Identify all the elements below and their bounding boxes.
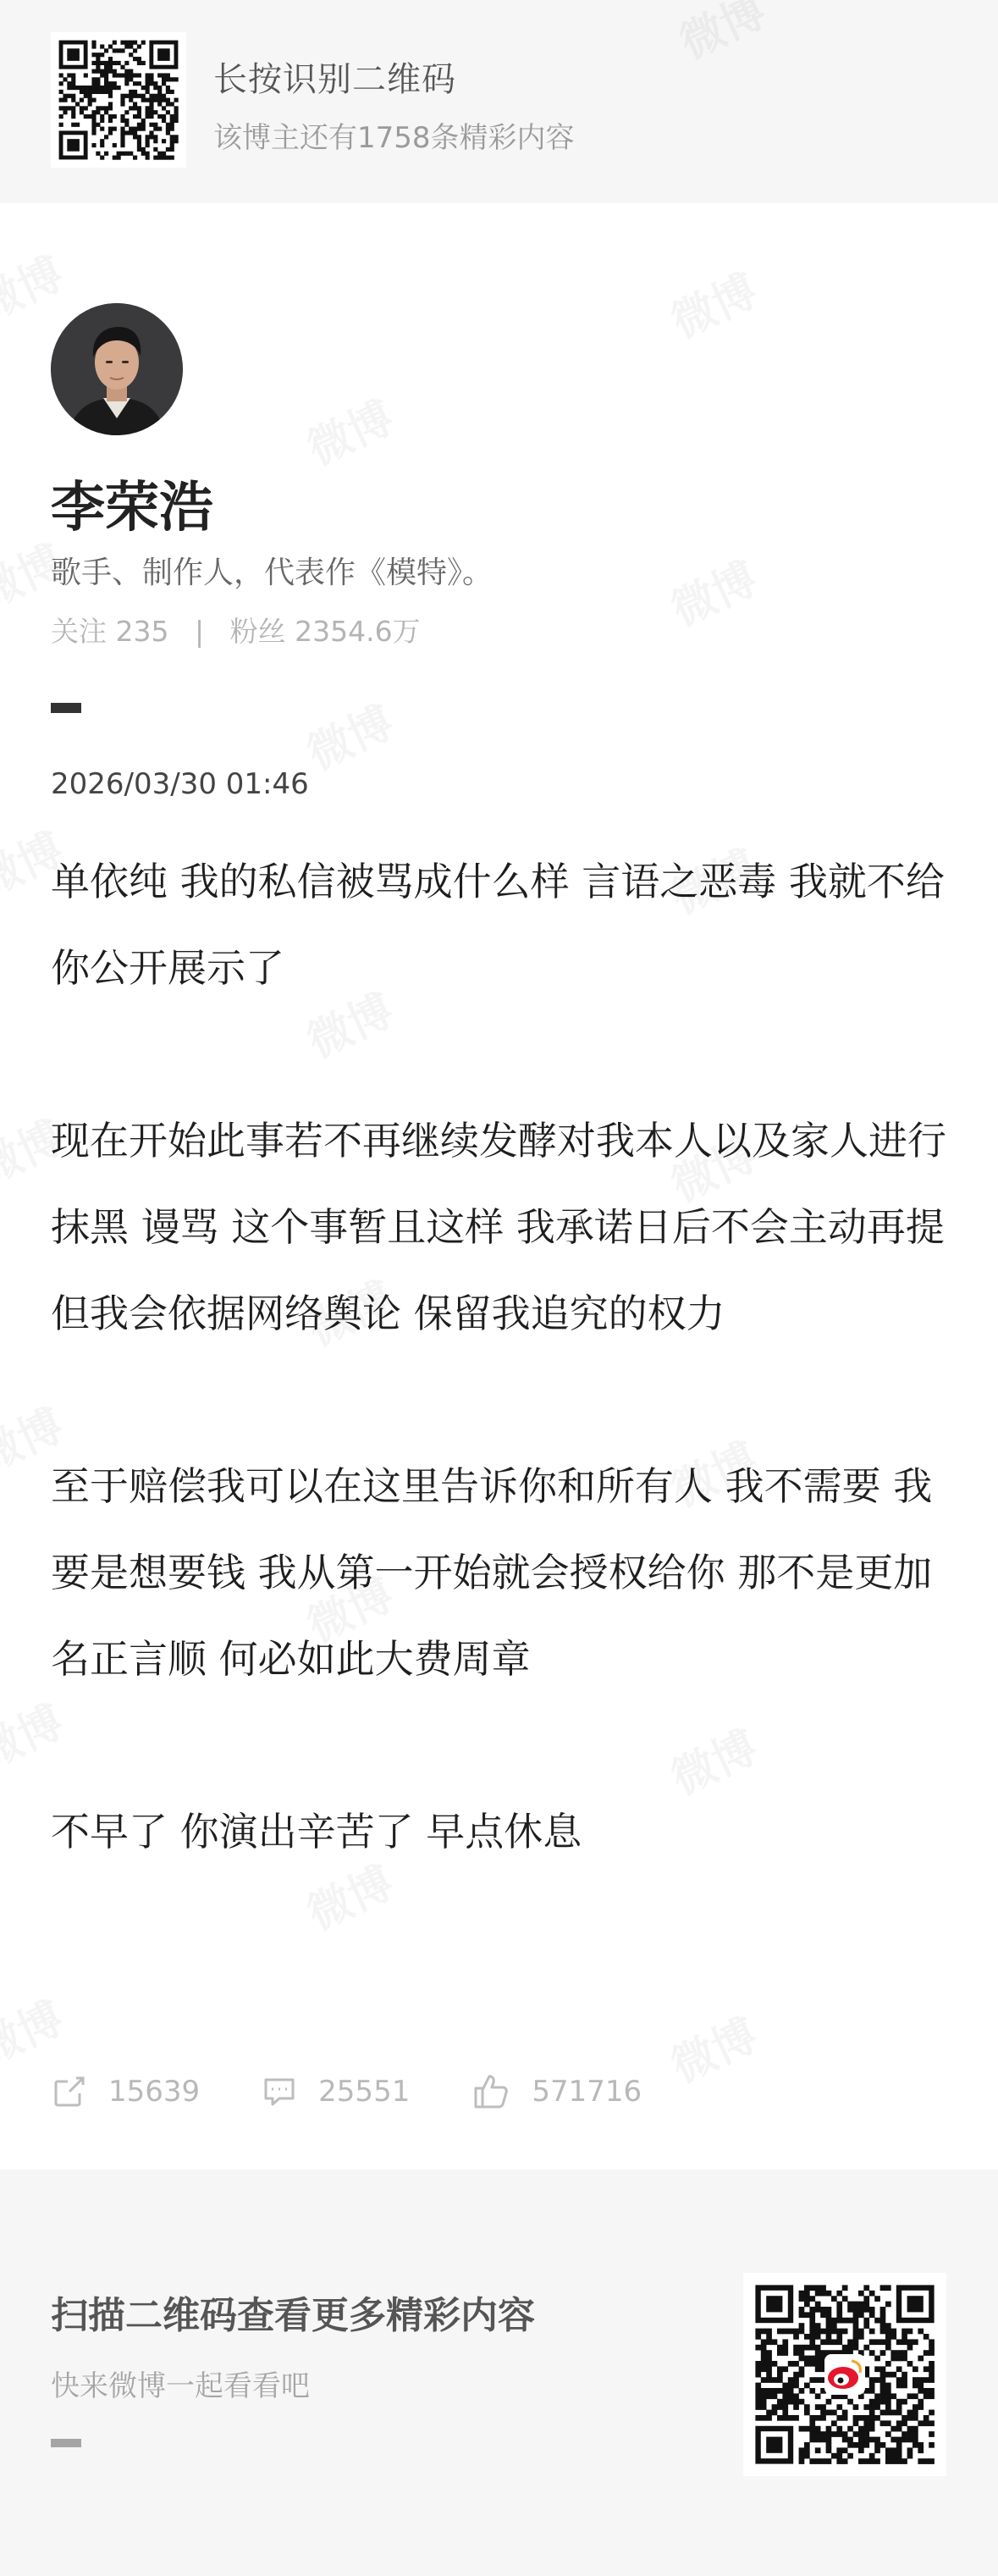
comment-icon [261, 2073, 298, 2110]
watermark [295, 383, 402, 478]
section-marker [51, 703, 81, 713]
username[interactable]: 李荣浩 [51, 477, 213, 539]
post-paragraph: 现在开始此事若不再继续发酵对我本人以及家人进行抹黑 谩骂 这个事暂且这样 我承诺日后不会主动再提 但我会依据网络舆论 保留我追究的权力 [51, 1118, 946, 1336]
post-paragraph: 不早了 你演出辛苦了 早点休息 [51, 1809, 582, 1855]
post-action-bar [51, 2066, 703, 2117]
thumbs-up-icon [471, 2071, 511, 2112]
like-button[interactable] [471, 2071, 642, 2112]
watermark [295, 688, 402, 782]
watermark [0, 239, 72, 334]
share-icon [51, 2073, 88, 2110]
post-paragraph: 单依纯 我的私信被骂成什么样 言语之恶毒 我就不给你公开展示了 [51, 859, 945, 991]
user-stats [51, 610, 421, 650]
repost-button[interactable] [51, 2073, 200, 2110]
user-bio: 歌手、制作人，代表作《模特》。 [51, 556, 493, 590]
follow-label: 关注 [51, 615, 107, 648]
header-subtitle: 该博主还有1758条精彩内容 [213, 121, 575, 155]
watermark [659, 544, 766, 638]
footer-panel [0, 2170, 998, 2576]
footer-subtitle: 快来微博一起看看吧 [51, 2369, 310, 2403]
post-paragraph: 至于赔偿我可以在这里告诉你和所有人 我不需要 我要是想要钱 我从第一开始就会授权给你 那不是更加名正言顺 何必如此大费周章 [51, 1463, 933, 1682]
like-count: 571716 [532, 2075, 642, 2109]
fans-label: 粉丝 [229, 615, 286, 648]
header-title: 长按识别二维码 [213, 60, 456, 99]
stats-divider: | [195, 615, 205, 648]
fans-count: 2354.6万 [295, 615, 421, 648]
comment-button[interactable] [261, 2073, 410, 2110]
header-qr-code[interactable] [51, 32, 186, 168]
follow-count: 235 [115, 615, 169, 648]
post-content [51, 838, 957, 1875]
footer-title: 扫描二维码查看更多精彩内容 [51, 2294, 535, 2337]
avatar[interactable] [51, 303, 183, 435]
top-header [0, 0, 998, 203]
post-timestamp: 2026/03/30 01:46 [51, 767, 309, 801]
watermark [659, 256, 766, 351]
footer-qr-code[interactable] [743, 2273, 946, 2476]
comment-count: 25551 [318, 2075, 411, 2109]
watermark [0, 1983, 72, 2078]
repost-count: 15639 [108, 2075, 201, 2109]
footer-marker [51, 2439, 81, 2447]
